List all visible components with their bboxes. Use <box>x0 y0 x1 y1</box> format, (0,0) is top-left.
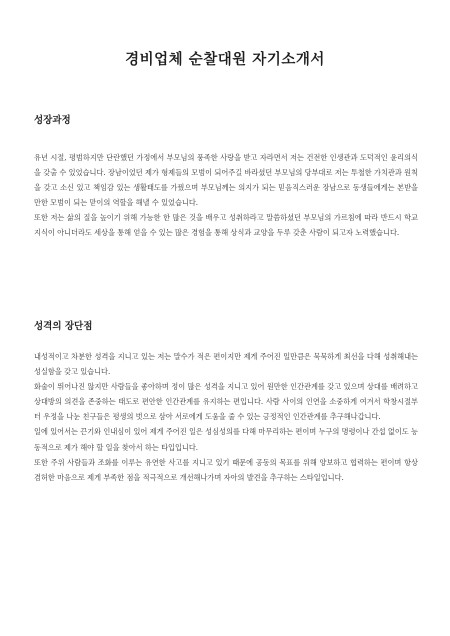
document-title: 경비업체 순찰대원 자기소개서 <box>125 51 325 68</box>
section-heading-growth: 성장과정 <box>34 115 71 126</box>
section-heading-personality: 성격의 장단점 <box>34 321 93 332</box>
paragraph: 화술이 뛰어나진 않지만 사람들을 좋아하며 정이 많은 성격을 지니고 있어 원만한 인간관계를 갖고 있으며 상대를 배려하고 상대방의 의견을 존중하는 태도로 편안한 인간관계를 유지하는 편입니다. 사람 사이의 인연을 소중하게 여겨서 학창시절부터 우정을 나눈 친구들은 평생의 벗으로 삼아 서로에게 도움을 줄 수 있는 긍정적인 인간관계를 추구해나갑니다. <box>34 382 418 422</box>
paragraph: 유년 시절, 평범하지만 단란했던 가정에서 부모님의 풍족한 사랑을 받고 자라면서 저는 건전한 인생관과 도덕적인 윤리의식을 갖출 수 있었습니다. 장남이었던 제가 형제들의 모범이 되어주길 바라셨던 부모님의 당부대로 저는 투철한 가치관과 원칙을 갖고 소신 있고 책임감 있는 생활태도를 가꿨으며 부모님께는 의지가 되는 믿음직스러운 장남으로 동생들에게는 본받을 만한 모범이 되는 맏이의 역할을 해낼 수 있었습니다. <box>34 153 418 208</box>
paragraph: 또한 주위 사람들과 조화를 이루는 유연한 사고를 지니고 있기 때문에 공동의 목표를 위해 양보하고 협력하는 편이며 항상 겸허한 마음으로 제게 부족한 점을 적극적으로 개선해나가며 자아의 발견을 추구하는 스타일입니다. <box>34 457 418 482</box>
paragraph: 일에 있어서는 끈기와 인내심이 있어 제게 주어진 일은 성심성의를 다해 마무리하는 편이며 누구의 명령이나 간섭 없이도 능동적으로 제가 해야 할 일을 찾아서 하는 타입입니다. <box>34 427 418 452</box>
paragraph: 또한 저는 삶의 질을 높이기 위해 가능한 한 많은 것을 배우고 성취하라고 말씀하셨던 부모님의 가르침에 따라 반드시 학교 지식이 아니더라도 세상을 통해 얻을 수 있는 많은 경험을 통해 상식과 교양을 두루 갖춘 사람이 되고자 노력했습니다. <box>34 213 418 238</box>
paragraph: 내성적이고 차분한 성격을 지니고 있는 저는 말수가 적은 편이지만 제게 주어진 일만큼은 묵묵하게 최선을 다해 성취해내는 성실함을 갖고 있습니다. <box>34 352 418 377</box>
section-body-personality <box>34 349 418 485</box>
section-body-growth <box>34 150 418 241</box>
